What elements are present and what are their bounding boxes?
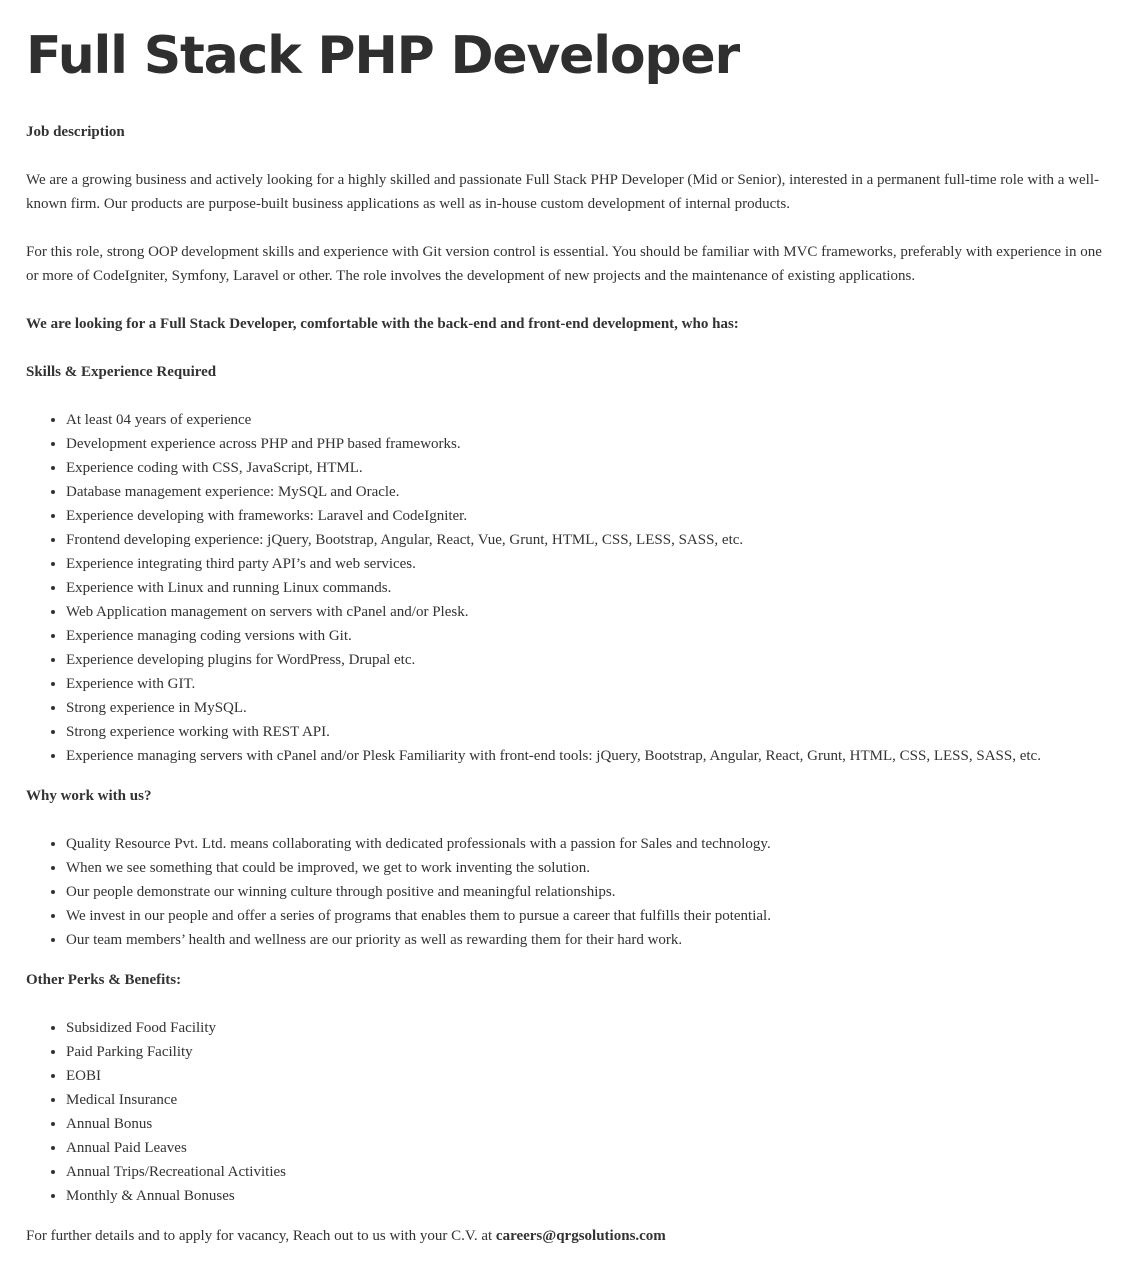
perks-heading-text: Other Perks & Benefits:	[26, 972, 182, 988]
perks-heading	[26, 968, 1105, 992]
list-item: • Frontend developing experience: jQuery, Bootstrap, Angular, React, Vue, Grunt, HTML, CSS, LESS, SASS, etc.	[66, 528, 1105, 552]
careers-email[interactable]: careers@qrgsolutions.com	[495, 1228, 666, 1244]
list-item: • Medical Insurance	[66, 1088, 1105, 1112]
skills-list	[26, 408, 1105, 768]
intro-paragraph: We are a growing business and actively looking for a highly skilled and passionate Full Stack PHP Developer (Mid or Senior), interested in a permanent full-time role with a well-known firm. Our products are purpose-built business applications as well as in-house custom development of internal products.	[26, 172, 1099, 212]
job-description-heading-text: Job description	[26, 124, 125, 140]
list-item: • Experience developing plugins for WordPress, Drupal etc.	[66, 648, 1105, 672]
list-item: • When we see something that could be improved, we get to work inventing the solution.	[66, 856, 1105, 880]
list-item: • Strong experience working with REST API.	[66, 720, 1105, 744]
intro-paragraph: For this role, strong OOP development skills and experience with Git version control is essential. You should be familiar with MVC frameworks, preferably with experience in one or more of CodeIgniter, Symfony, Laravel or other. The role involves the development of new projects and the maintenance of existing applications.	[26, 244, 1102, 284]
list-item: • We invest in our people and offer a series of programs that enables them to pursue a career that fulfills their potential.	[66, 904, 1105, 928]
list-item: • Annual Trips/Recreational Activities	[66, 1160, 1105, 1184]
skills-heading-text: Skills & Experience Required	[26, 364, 217, 380]
list-item: • Quality Resource Pvt. Ltd. means collaborating with dedicated professionals with a passion for Sales and technology.	[66, 832, 1105, 856]
list-item: • Development experience across PHP and PHP based frameworks.	[66, 432, 1105, 456]
list-item: • EOBI	[66, 1064, 1105, 1088]
list-item: • Our team members’ health and wellness are our priority as well as rewarding them for their hard work.	[66, 928, 1105, 952]
why-heading-text: Why work with us?	[26, 788, 152, 804]
list-item: • Experience coding with CSS, JavaScript, HTML.	[66, 456, 1105, 480]
list-item: • Experience integrating third party API’s and web services.	[66, 552, 1105, 576]
why-list	[26, 832, 1105, 952]
list-item: • Experience with GIT.	[66, 672, 1105, 696]
list-item: • Our people demonstrate our winning culture through positive and meaningful relationships.	[66, 880, 1105, 904]
list-item: • Paid Parking Facility	[66, 1040, 1105, 1064]
list-item: • Monthly & Annual Bonuses	[66, 1184, 1105, 1208]
list-item: • Database management experience: MySQL and Oracle.	[66, 480, 1105, 504]
list-item: • Experience with Linux and running Linux commands.	[66, 576, 1105, 600]
list-item: • Experience managing coding versions with Git.	[66, 624, 1105, 648]
list-item: • Experience developing with frameworks: Laravel and CodeIgniter.	[66, 504, 1105, 528]
skills-heading	[26, 360, 1105, 384]
apply-statement	[26, 1224, 1105, 1248]
list-item: • Web Application management on servers with cPanel and/or Plesk.	[66, 600, 1105, 624]
list-item: • Annual Paid Leaves	[66, 1136, 1105, 1160]
list-item: • At least 04 years of experience	[66, 408, 1105, 432]
list-item: • Strong experience in MySQL.	[66, 696, 1105, 720]
job-content	[26, 120, 1105, 1248]
page-title: Full Stack PHP Developer	[26, 26, 739, 86]
apply-text: For further details and to apply for vacancy, Reach out to us with your C.V. at	[26, 1228, 496, 1244]
perks-list	[26, 1016, 1105, 1208]
looking-for-statement	[26, 312, 1105, 336]
list-item: • Subsidized Food Facility	[66, 1016, 1105, 1040]
looking-for-text: We are looking for a Full Stack Developer, comfortable with the back-end and front-end development, who has:	[26, 316, 739, 332]
why-heading	[26, 784, 1105, 808]
list-item: • Annual Bonus	[66, 1112, 1105, 1136]
job-description-heading	[26, 120, 1105, 144]
list-item: • Experience managing servers with cPanel and/or Plesk Familiarity with front-end tools: jQuery, Bootstrap, Angular, React, Grunt, HTML, CSS, LESS, SASS, etc.	[66, 744, 1105, 768]
